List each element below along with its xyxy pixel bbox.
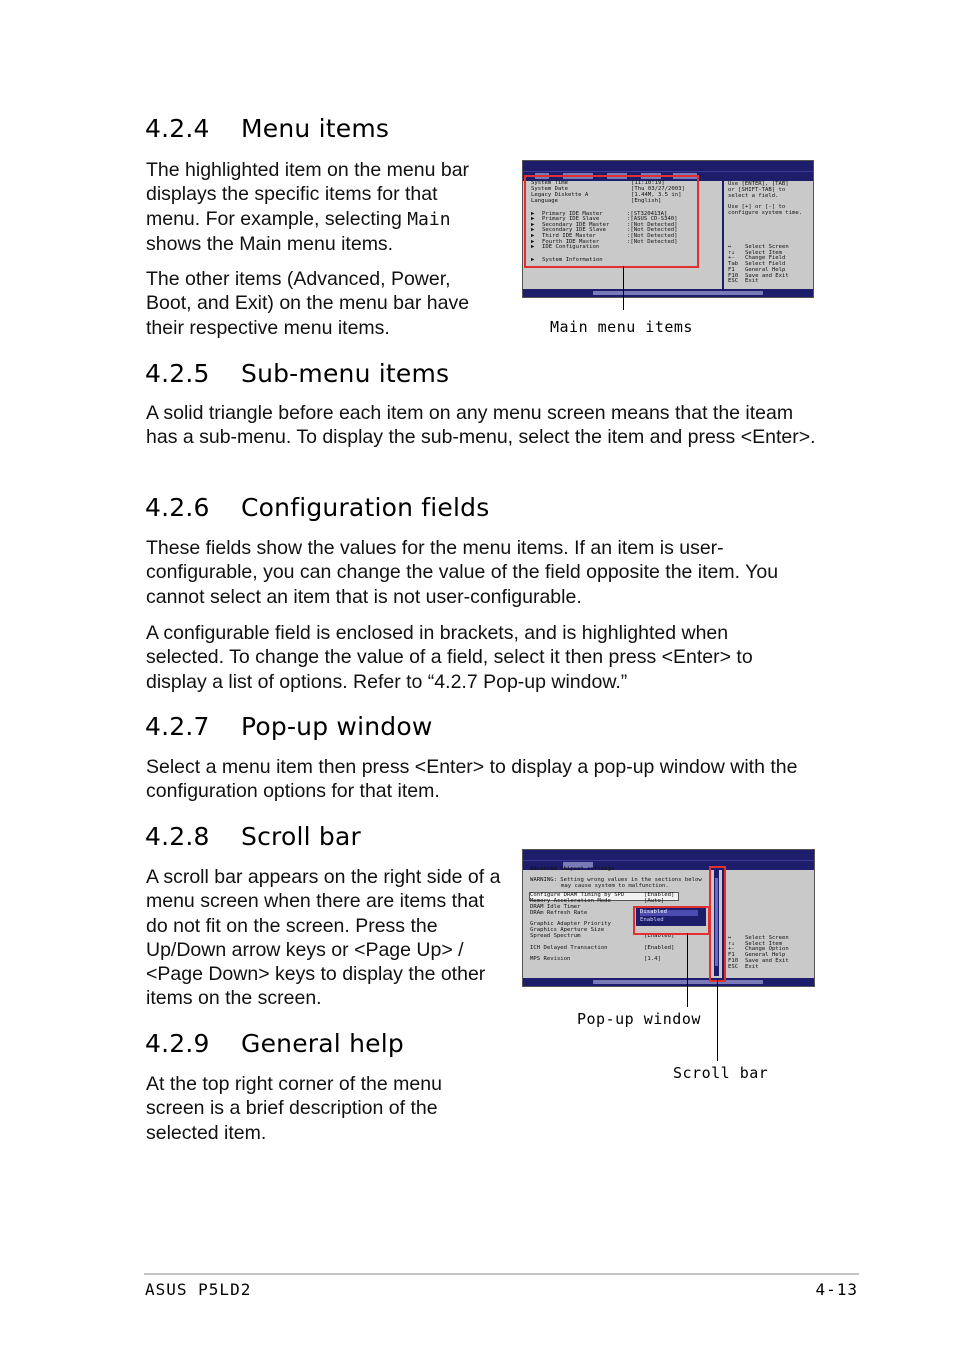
bios-item-label: System Time [531,180,569,186]
bios-title-bar [523,850,814,860]
callout-line-main-menu [623,266,624,310]
bios-item-label: MPS Revision [530,956,571,962]
bios-key-description: General Help [745,266,786,273]
heading-sub-menu-items [145,359,449,388]
bios-item-label: Fourth IDE Master [542,239,600,245]
submenu-triangle-icon: ▶ [531,257,535,263]
bios-key-description: Save and Exit [745,272,789,279]
bios-key-description: Select Item [745,940,783,947]
bios-item-label: System Date [531,186,569,192]
bios-item-value: [English] [631,198,662,204]
bios-item-value: :[Not Detected] [627,227,678,233]
bios-keycode: ↑↓ [728,940,735,947]
footer-page-number: 4-13 [815,1280,858,1299]
bios-item-value: [Enabled] [644,892,675,898]
paragraph-pop-up-window: Select a menu item then press <Enter> to display a pop-up window with the configuration options for that item. [146,756,798,803]
bios-warning-2: may cause system to malfunction. [561,883,669,889]
callout-line-popup [687,933,688,1007]
bios-item-label: Spread Spectrum [530,933,581,939]
bios-section-header: Advanced Chipset settings [530,866,615,872]
bios-item-label: DRAM Idle Timer [530,904,581,910]
bios-divider [722,180,724,289]
bios-keycode: F10 [728,957,739,964]
bios-item-label: Third IDE Master [542,233,596,239]
bios-item-label: System Information [542,257,603,263]
paragraph-configuration-fields-1: These fields show the values for the menu items. If an item is user-configurable, you can change the value of the field opposite the item. You cannot select an item that is not user-configurable. [146,537,779,608]
bios-item-label: Graphic Adapter Priority [530,921,611,927]
bios-footer [523,978,814,986]
paragraph-general-help: At the top right corner of the menu screen is a brief description of the selected item. [146,1073,442,1144]
bios-item-label: Primary IDE Slave [542,216,600,222]
heading-configuration-fields [145,493,489,522]
section-title: Pop-up window [241,712,433,741]
scroll-bar-highlight [709,866,726,982]
paragraph-configuration-fields-2: A configurable field is enclosed in brackets, and is highlighted when selected. To change the value of a field, select it then press <Enter> to display a list of options. Refer to “4.2.7 Pop-up window.” [146,622,753,693]
bios-warning-1: WARNING: Setting wrong values in the sections below [530,877,702,883]
main-menu-highlight [524,175,699,268]
bios-item-label: DRAm Refresh Rate [530,910,588,916]
paragraph-scroll-bar: A scroll bar appears on the right side of a menu screen when there are items that do not fit on the screen. Press the Up/Down arrow keys or <Page Up> / <Page Down> keys to display the other items on the screen. [146,866,501,1010]
heading-pop-up-window [145,712,432,741]
bios-item-value: [Enabled] [644,933,675,939]
bios-item-value: :[ST320413A] [627,211,668,217]
bios-key-description: Exit [745,963,759,970]
main-keyword: Main [407,208,451,230]
section-title: Sub-menu items [241,359,450,388]
section-number: 4.2.8 [145,822,210,851]
section-title: Menu items [241,114,390,143]
bios-item-label: Graphics Aperture Size [530,927,605,933]
bios-item-value: :[ASUS CD-S340] [627,216,678,222]
bios-item-value: [1.4] [644,956,661,962]
paragraph-menu-items-1 [146,158,496,256]
bios-keycode: F10 [728,272,739,279]
submenu-triangle-icon: ▶ [531,211,535,217]
bios-key-description: General Help [745,952,786,959]
bios-item-label: Configure DRAM Timing by SPD [530,892,625,898]
callout-pop-up-window: Pop-up window [577,1010,701,1028]
bios-key-description: Change Option [745,946,789,953]
bios-keycode: Tab [728,261,739,268]
bios-item-value: [Enabled] [644,945,675,951]
bios-item-value: :[Not Detected] [627,233,678,239]
paragraph-sub-menu-items: A solid triangle before each item on any menu screen means that the iteam has a sub-menu. To display the sub-menu, select the item and press <Enter>. [146,402,816,449]
callout-main-menu-items: Main menu items [550,318,693,336]
footer-rule [144,1273,859,1275]
bios-keycode: ESC [728,963,739,970]
bios-help-4: Use [+] or [-] to [728,204,786,210]
bios-key-description: Select Item [745,249,783,256]
bios-keycode: +- [728,946,735,953]
bios-item-label: Secondary IDE Slave [542,227,606,233]
callout-scroll-bar: Scroll bar [673,1064,769,1082]
bios-item-value: [Thu 03/27/2003] [631,186,685,192]
bios-footer [523,289,813,297]
bios-item-value: [Auto] [644,898,665,904]
bios-item-label: Language [531,198,558,204]
bios-keycode: ↑↓ [728,249,735,256]
bios-keycode: F1 [728,266,735,273]
section-number: 4.2.5 [145,359,210,388]
section-title: General help [241,1029,404,1058]
text: shows the Main menu items. [146,232,394,255]
bios-key-description: Select Screen [745,244,789,250]
submenu-triangle-icon: ▶ [531,244,535,250]
bios-title-bar [523,161,813,171]
bios-key-description: Change Field [745,255,786,262]
callout-line-scroll-bar [717,980,718,1061]
bios-item-label: Secondary IDE Master [542,222,610,228]
bios-item-value: [11:10:19] [631,180,665,186]
heading-general-help [145,1029,404,1058]
popup-option-enabled: Enabled [640,917,664,923]
footer-product-name: ASUS P5LD2 [145,1280,252,1299]
bios-key-description: Exit [745,278,759,285]
bios-item-label: ICH Delayed Transaction [530,945,608,951]
paragraph-menu-items-2: The other items (Advanced, Power, Boot, and Exit) on the menu bar have their respective menu items. [146,268,470,339]
submenu-triangle-icon: ▶ [531,216,535,222]
heading-scroll-bar [145,822,361,851]
popup-option-disabled: Disabled [640,910,698,916]
text: The highlighted item on the menu bar displays the specific items for that menu. For example, selecting [146,159,470,230]
bios-item-label: Legacy Diskette A [531,192,589,198]
bios-item-label: Memory Acceleration Mode [530,898,611,904]
submenu-triangle-icon: ▶ [531,233,535,239]
bios-keycode: ESC [728,278,739,285]
section-number: 4.2.6 [145,493,210,522]
bios-item-label: IDE Configuration [542,244,600,250]
submenu-triangle-icon: ▶ [531,227,535,233]
section-title: Scroll bar [241,822,361,851]
bios-key-description: Save and Exit [745,957,789,964]
section-number: 4.2.4 [145,114,210,143]
submenu-triangle-icon: ▶ [531,239,535,245]
bios-help-5: configure system time. [728,210,803,216]
bios-item-value: :[Not Detected] [627,222,678,228]
bios-key-description: Select Screen [745,935,789,941]
bios-keycode: +- [728,255,735,262]
bios-key-description: Select Field [745,261,786,268]
bios-help-1: Use [ENTER], [TAB] [728,181,789,187]
submenu-triangle-icon: ▶ [531,222,535,228]
section-number: 4.2.7 [145,712,210,741]
bios-item-label: Primary IDE Master [542,211,603,217]
bios-help-2: or [SHIFT-TAB] to [728,187,786,193]
section-number: 4.2.9 [145,1029,210,1058]
bios-help-3: select a field. [728,193,779,199]
heading-menu-items [145,114,389,143]
bios-item-value: :[Not Detected] [627,239,678,245]
bios-item-value: [1.44M, 3.5 in] [631,192,682,198]
bios-keycode: ↔ [728,935,732,941]
bios-keycode: F1 [728,952,735,959]
popup-window-highlight [633,906,710,935]
section-title: Configuration fields [241,493,490,522]
bios-keycode: ↔ [728,244,732,250]
